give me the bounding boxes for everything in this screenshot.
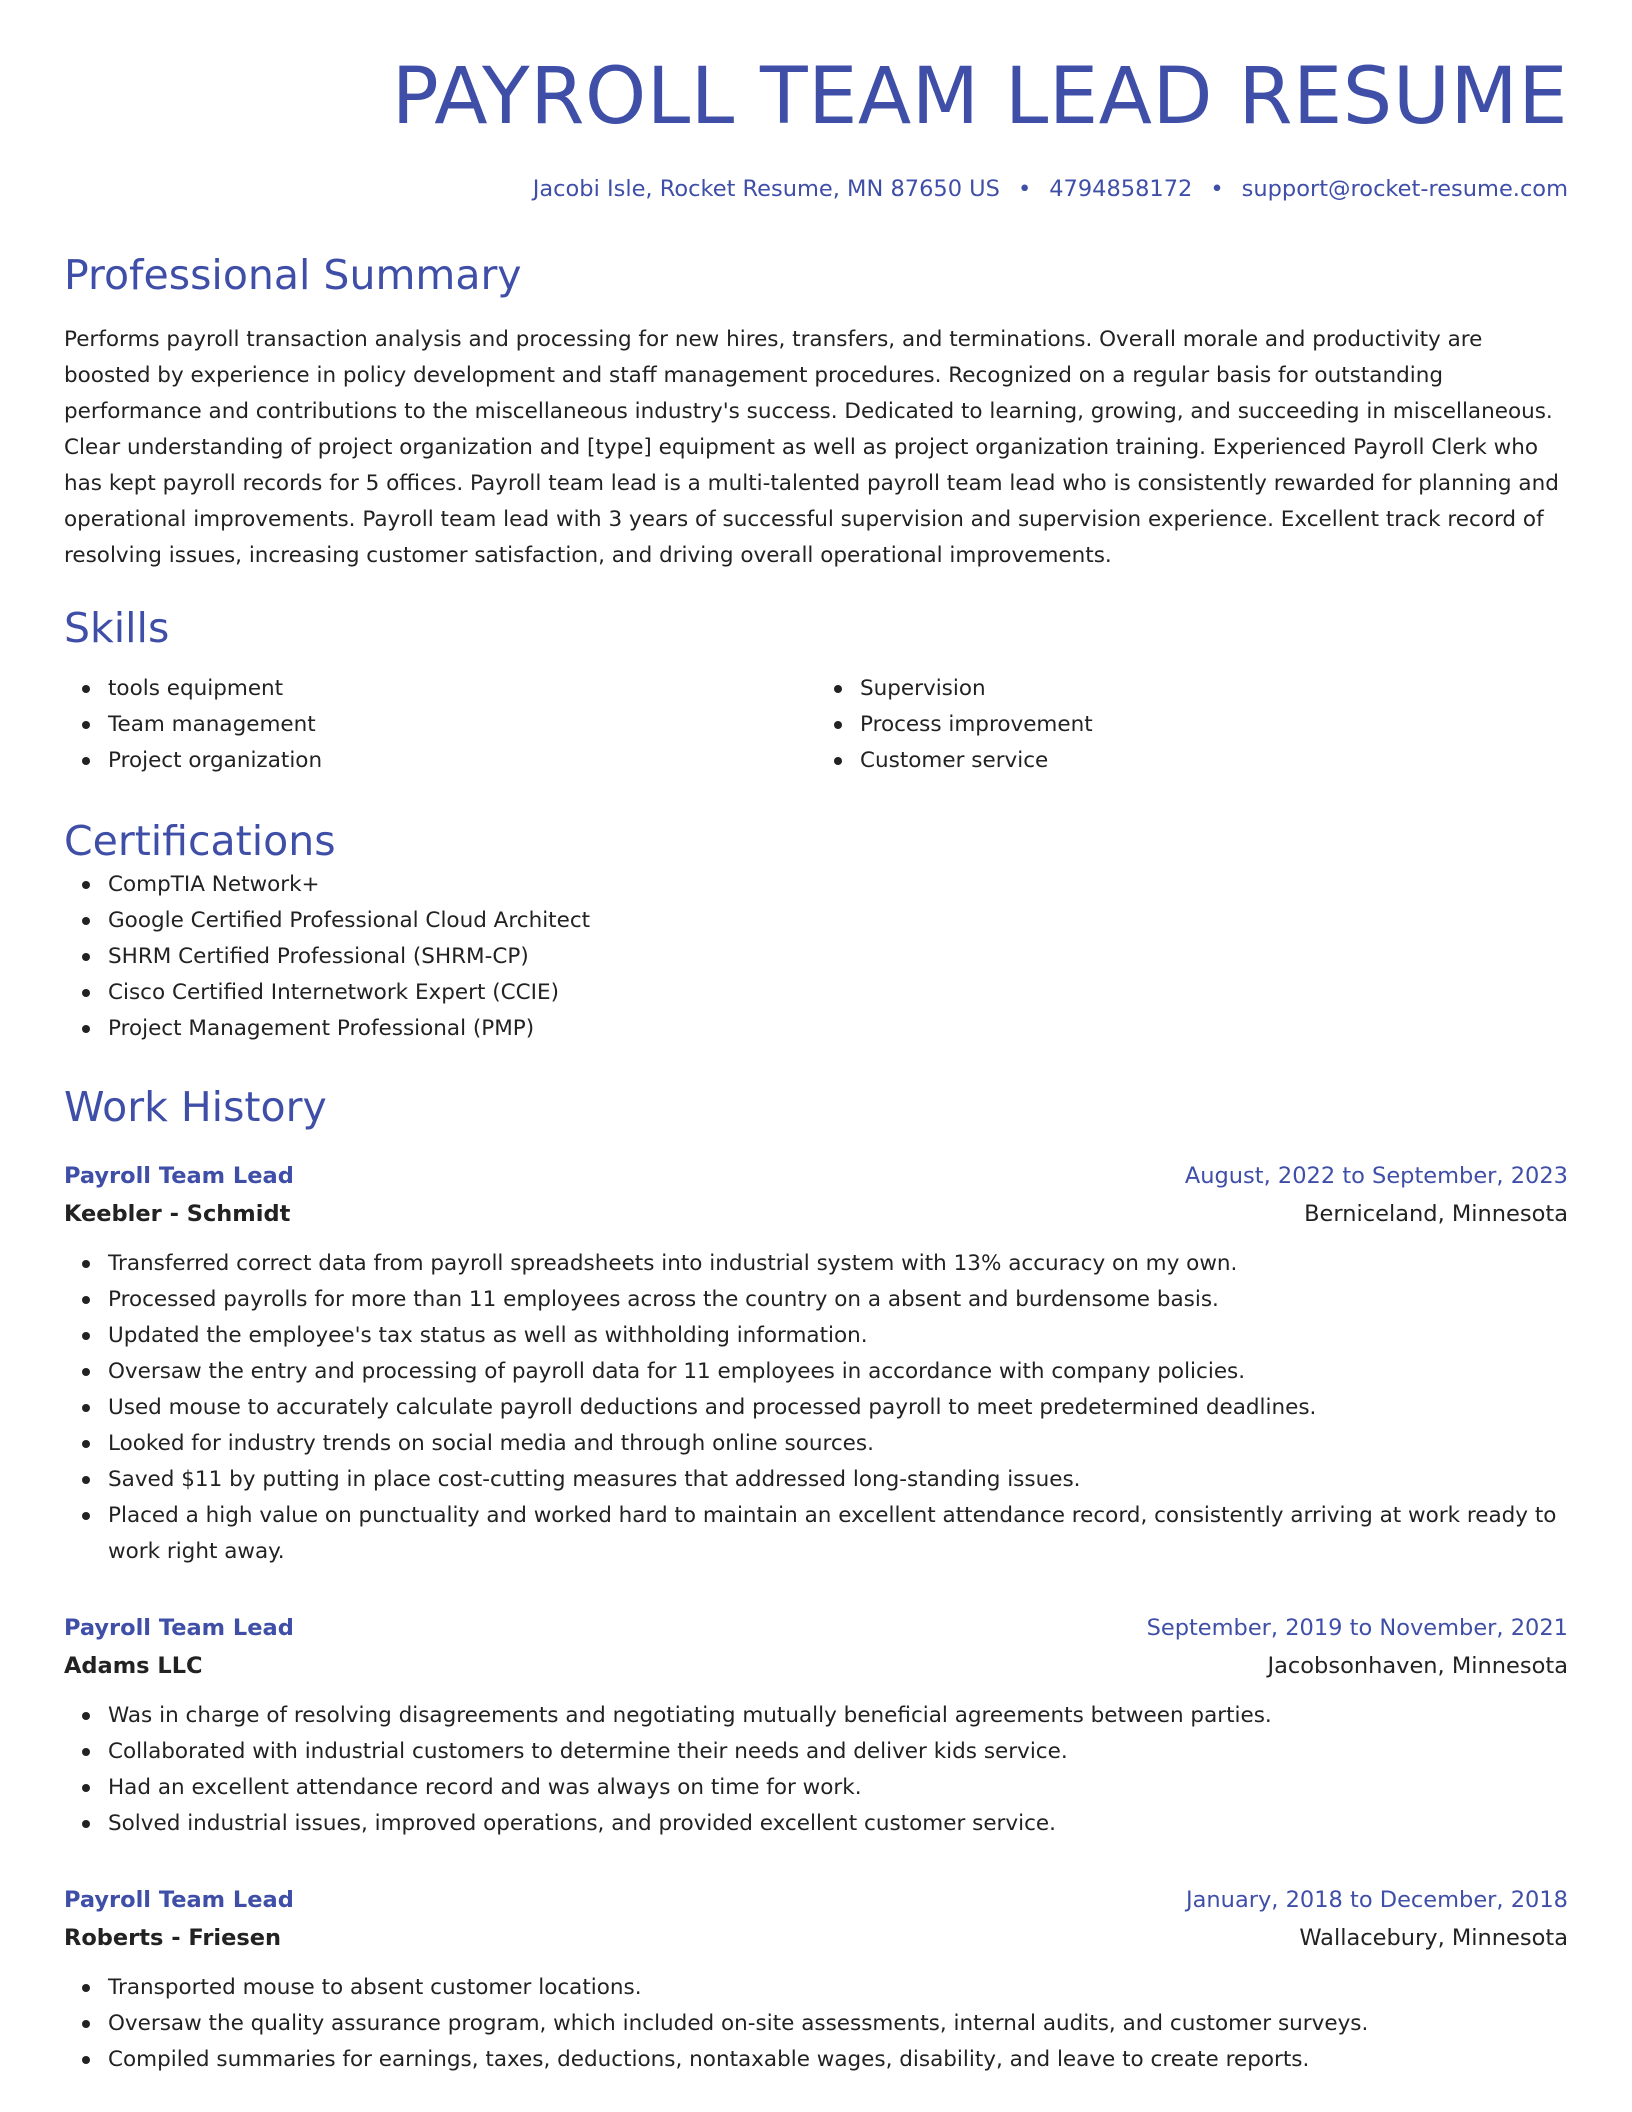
job-company: Keebler - Schmidt: [64, 1200, 291, 1227]
certification-item: Google Certified Professional Cloud Architect: [108, 903, 1568, 939]
skill-item: Customer service: [860, 743, 1568, 779]
job-bullet: Had an excellent attendance record and was always on time for work.: [108, 1770, 1568, 1806]
resume-title: PAYROLL TEAM LEAD RESUME: [391, 52, 1568, 142]
job-bullets: [64, 1698, 1568, 1842]
job-bullet: Solved industrial issues, improved operations, and provided excellent customer service.: [108, 1806, 1568, 1842]
skills-heading: Skills: [64, 604, 170, 653]
skills-column-left: [64, 671, 816, 779]
job-entry: [64, 1882, 1568, 2078]
job-location: Jacobsonhaven, Minnesota: [1267, 1652, 1568, 1679]
contact-email[interactable]: support@rocket-resume.com: [1241, 176, 1568, 202]
certification-item: Cisco Certified Internetwork Expert (CCIE): [108, 975, 1568, 1011]
job-location: Wallacebury, Minnesota: [1299, 1924, 1568, 1951]
skill-item: Team management: [108, 707, 816, 743]
job-header-row: [64, 1158, 1568, 1194]
job-company-row: [64, 1646, 1568, 1686]
job-bullet: Looked for industry trends on social media and through online sources.: [108, 1426, 1568, 1462]
job-dates: September, 2019 to November, 2021: [1146, 1614, 1568, 1641]
job-company-row: [64, 1918, 1568, 1958]
job-header-row: [64, 1610, 1568, 1646]
skill-item: tools equipment: [108, 671, 816, 707]
job-bullet: Updated the employee's tax status as well as withholding information.: [108, 1318, 1568, 1354]
certification-item: CompTIA Network+: [108, 867, 1568, 903]
job-bullet: Saved $11 by putting in place cost-cutting measures that addressed long-standing issues.: [108, 1462, 1568, 1498]
contact-separator: •: [1017, 176, 1032, 202]
contact-address: Jacobi Isle, Rocket Resume, MN 87650 US: [532, 176, 1000, 202]
job-bullet: Collaborated with industrial customers to determine their needs and deliver kids service.: [108, 1734, 1568, 1770]
job-bullet: Processed payrolls for more than 11 employees across the country on a absent and burdensome basis.: [108, 1282, 1568, 1318]
certifications-list: [64, 867, 1568, 1047]
job-bullets: [64, 1970, 1568, 2078]
job-dates: August, 2022 to September, 2023: [1184, 1162, 1568, 1189]
skills-column-right: [816, 671, 1568, 779]
certifications-heading: Certifications: [64, 817, 336, 866]
job-bullet: Used mouse to accurately calculate payroll deductions and processed payroll to meet predetermined deadlines.: [108, 1390, 1568, 1426]
skill-item: Supervision: [860, 671, 1568, 707]
job-bullet: Oversaw the quality assurance program, which included on-site assessments, internal audits, and customer surveys.: [108, 2006, 1568, 2042]
job-bullet: Placed a high value on punctuality and worked hard to maintain an excellent attendance record, consistently arriving at work ready to work right away.: [108, 1498, 1568, 1570]
job-entry: [64, 1158, 1568, 1570]
resume-page: [64, 0, 1568, 2078]
job-title: Payroll Team Lead: [64, 1886, 294, 1913]
job-bullets: [64, 1246, 1568, 1570]
job-header-row: [64, 1882, 1568, 1918]
job-bullet: Oversaw the entry and processing of payroll data for 11 employees in accordance with company policies.: [108, 1354, 1568, 1390]
summary-heading: Professional Summary: [64, 251, 522, 299]
job-company-row: [64, 1194, 1568, 1234]
job-company: Adams LLC: [64, 1652, 203, 1679]
job-dates: January, 2018 to December, 2018: [1186, 1886, 1568, 1913]
certification-item: Project Management Professional (PMP): [108, 1011, 1568, 1047]
skill-item: Project organization: [108, 743, 816, 779]
job-entry: [64, 1610, 1568, 1842]
job-bullet: Transferred correct data from payroll spreadsheets into industrial system with 13% accuracy on my own.: [108, 1246, 1568, 1282]
work-history-heading: Work History: [64, 1082, 327, 1131]
contact-separator: •: [1210, 176, 1224, 202]
contact-line: [64, 176, 1568, 203]
certification-item: SHRM Certified Professional (SHRM-CP): [108, 939, 1568, 975]
skill-item: Process improvement: [860, 707, 1568, 743]
job-title: Payroll Team Lead: [64, 1614, 294, 1641]
job-bullet: Transported mouse to absent customer locations.: [108, 1970, 1568, 2006]
job-bullet: Compiled summaries for earnings, taxes, deductions, nontaxable wages, disability, and leave to create reports.: [108, 2042, 1568, 2078]
job-title: Payroll Team Lead: [64, 1162, 294, 1189]
skills-list: [64, 671, 1568, 779]
summary-text: Performs payroll transaction analysis and processing for new hires, transfers, and terminations. Overall morale and productivity are boosted by experience in policy development and staff management procedures. Recognized on a regular basis for outstanding performance and contributions to the miscellaneous industry's success. Dedicated to learning, growing, and succeeding in miscellaneous. Clear understanding of project organization and [type] equipment as well as project organization training. Experienced Payroll Clerk who has kept payroll records for 5 offices. Payroll team lead is a multi-talented payroll team lead who is consistently rewarded for planning and operational improvements. Payroll team lead with 3 years of successful supervision and supervision experience. Excellent track record of resolving issues, increasing customer satisfaction, and driving overall operational improvements.: [64, 327, 1559, 569]
job-company: Roberts - Friesen: [64, 1924, 282, 1951]
contact-phone: 4794858172: [1049, 176, 1193, 202]
job-bullet: Was in charge of resolving disagreements and negotiating mutually beneficial agreements between parties.: [108, 1698, 1568, 1734]
job-location: Berniceland, Minnesota: [1304, 1200, 1568, 1227]
